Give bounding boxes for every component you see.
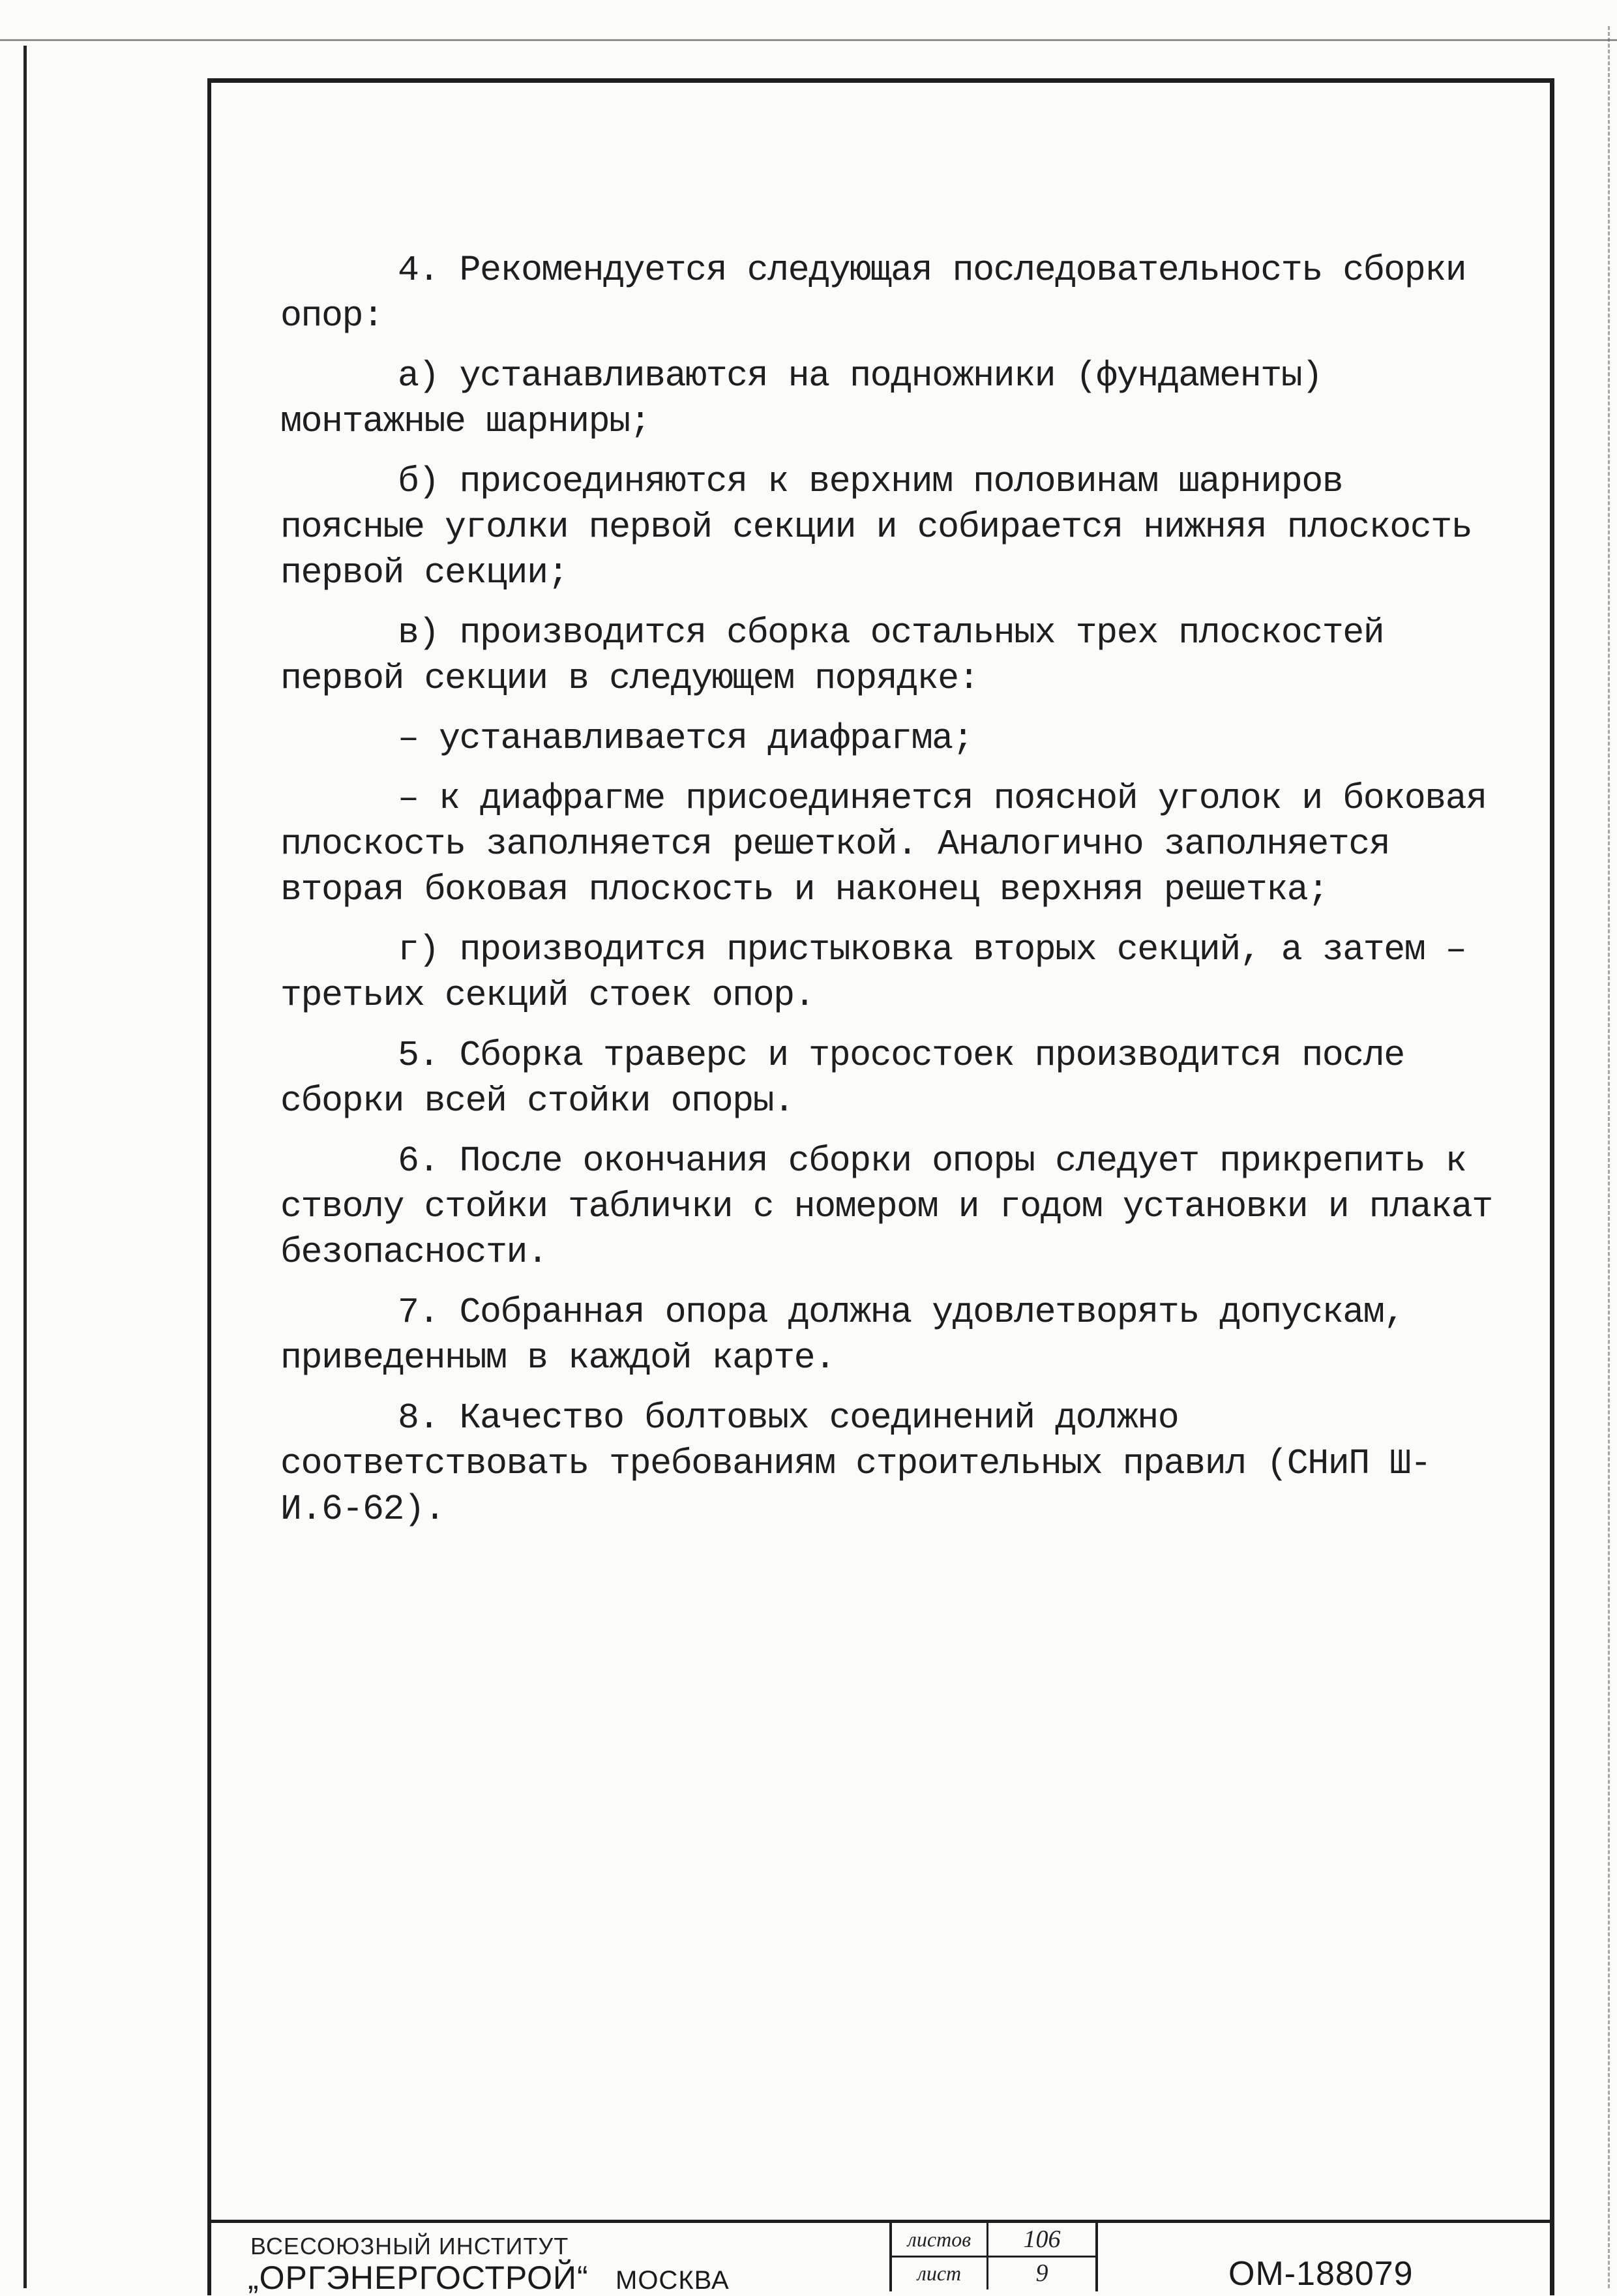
paragraph-6: 6. После окончания сборки опоры следует прикрепить к стволу стойки таблички с номером и годом установки и плакат безопасности. bbox=[280, 1141, 1492, 1273]
paragraph-4g: г) производится пристыковка вторых секций, а затем – третьих секций стоек опор. bbox=[280, 929, 1466, 1016]
document-code: ОМ-188079 bbox=[1228, 2255, 1414, 2293]
sheets-row bbox=[892, 2223, 1095, 2258]
sheet-label: лист bbox=[892, 2257, 988, 2289]
sheets-label: листов bbox=[892, 2223, 988, 2256]
title-block bbox=[211, 2220, 1550, 2296]
paragraph-4a: а) устанавливаются на подножники (фундаменты) монтажные шарниры; bbox=[280, 355, 1322, 442]
scan-edge-right bbox=[1608, 26, 1610, 2288]
paragraph-4v: в) производится сборка остальных трех плоскостей первой секции в следующем порядке: bbox=[280, 612, 1384, 699]
paragraph-4v-dash-2: – к диафрагме присоединяется поясной уголок и боковая плоскость заполняется решеткой. Аналогично заполняется вторая боковая плоскость и наконец верхняя решетка; bbox=[280, 778, 1487, 910]
institute-line: ВСЕСОЮЗНЫЙ ИНСТИТУТ bbox=[250, 2233, 569, 2259]
sheet-row bbox=[892, 2257, 1095, 2289]
scan-edge-top bbox=[0, 39, 1617, 41]
sheet-info-cells bbox=[889, 2223, 1098, 2291]
institute-name: „ОРГЭНЕРГОСТРОЙ“ bbox=[248, 2259, 589, 2296]
sheets-value: 106 bbox=[1023, 2226, 1061, 2253]
paragraph-4: 4. Рекомендуется следующая последовательность сборки опор: bbox=[280, 250, 1466, 336]
sheet-value: 9 bbox=[1035, 2259, 1048, 2287]
scan-edge-left bbox=[23, 46, 27, 2288]
paragraph-4b: б) присоединяются к верхним половинам шарниров поясные уголки первой секции и собирается нижняя плоскость первой секции; bbox=[280, 461, 1472, 593]
document-body bbox=[280, 248, 1506, 1547]
paragraph-8: 8. Качество болтовых соединений должно соответствовать требованиям строительных правил (СНиП Ш-И.6-62). bbox=[280, 1397, 1431, 1530]
paragraph-5: 5. Сборка траверс и тросостоек производится после сборки всей стойки опоры. bbox=[280, 1035, 1404, 1122]
city-label: МОСКВА bbox=[616, 2266, 730, 2295]
paragraph-4v-dash-1: – устанавливается диафрагма; bbox=[398, 718, 973, 759]
paragraph-7: 7. Собранная опора должна удовлетворять допускам, приведенным в каждой карте. bbox=[280, 1292, 1404, 1379]
